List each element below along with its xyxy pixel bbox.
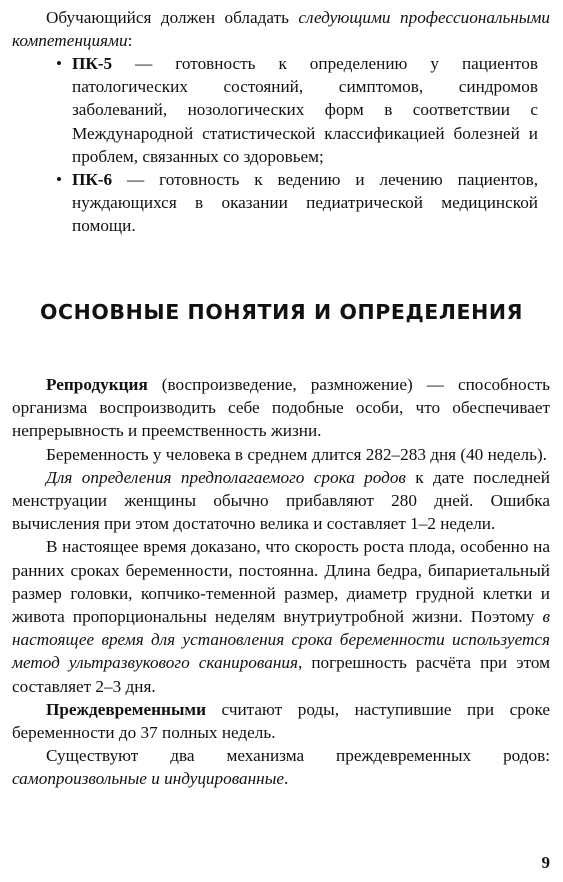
- paragraph-italic: в настоящее время для установления срока беременности используется метод ультразвукового сканирования: [12, 607, 550, 673]
- intro-paragraph: [12, 6, 550, 52]
- paragraph-text: считают роды, наступившие при сроке беременности до 37 полных недель.: [12, 699, 550, 743]
- paragraph-text: , погрешность расчёта при этом составляет 2–3 дня.: [12, 653, 550, 696]
- paragraph-ultrasound: [12, 535, 550, 697]
- list-item: [50, 168, 538, 238]
- paragraph-text: Беременность у человека в среднем длится 282–283 дня (40 недель).: [46, 444, 547, 464]
- list-item: [50, 52, 538, 168]
- paragraph-italic: самопроизвольные и индуцированные: [12, 769, 284, 789]
- paragraph-premature: [12, 698, 550, 744]
- intro-lead-end: :: [127, 31, 133, 51]
- section-title: ОСНОВНЫЕ ПОНЯТИЯ И ОПРЕДЕЛЕНИЯ: [39, 300, 524, 324]
- paragraph-text: .: [283, 769, 289, 789]
- competency-text: — готовность к ведению и лечению пациентов, нуждающихся в оказании педиатрической медицинской помощи.: [72, 170, 538, 236]
- term-premature: Преждевременными: [46, 699, 206, 719]
- paragraph-italic: Для определения предполагаемого срока родов: [46, 467, 406, 487]
- paragraph-mechanisms: [12, 744, 550, 790]
- competency-code: ПК-6: [72, 170, 113, 190]
- bullet-icon: •: [56, 170, 63, 190]
- paragraph-reproduction: [12, 373, 550, 443]
- intro-lead-italic: следующими профессиональными компетенциями: [12, 8, 551, 51]
- competency-list: [50, 52, 538, 238]
- paragraph-text: Существуют два механизма преждевременных родов:: [46, 746, 550, 766]
- bullet-icon: •: [56, 54, 63, 73]
- paragraph-due-date: [12, 466, 550, 536]
- page-number: 9: [541, 853, 550, 872]
- paragraph-pregnancy-duration: [12, 443, 550, 466]
- paragraph-text: к дате последней менструации женщины обычно прибавляют 280 дней. Ошибка вычисления при этом достаточно велика и составляет 1–2 недели.: [12, 467, 550, 534]
- competency-text: — готовность к определению у пациентов патологических состояний, симптомов, синдромов заболеваний, нозологических форм в соответствии с Международной статистической классификацией болезней и проблем, связанных со здоровьем;: [72, 54, 538, 166]
- paragraph-text: В настоящее время доказано, что скорость роста плода, особенно на ранних сроках беременности, постоянна. Длина бедра, бипариетальный размер головки, копчико-теменной размер, диаметр грудной клетки и живота пропорциональны неделям внутриутробной жизни. Поэтому: [12, 537, 550, 627]
- intro-lead: Обучающийся должен обладать: [46, 8, 299, 27]
- term-reproduction: Репродукция: [46, 375, 148, 394]
- competency-code: ПК-5: [72, 54, 113, 73]
- section-body: [12, 373, 550, 791]
- paragraph-text: (воспроизведение, размножение) — способность организма воспроизводить себе подобные особи, что обеспечивает непрерывность и преемственность жизни.: [12, 375, 550, 441]
